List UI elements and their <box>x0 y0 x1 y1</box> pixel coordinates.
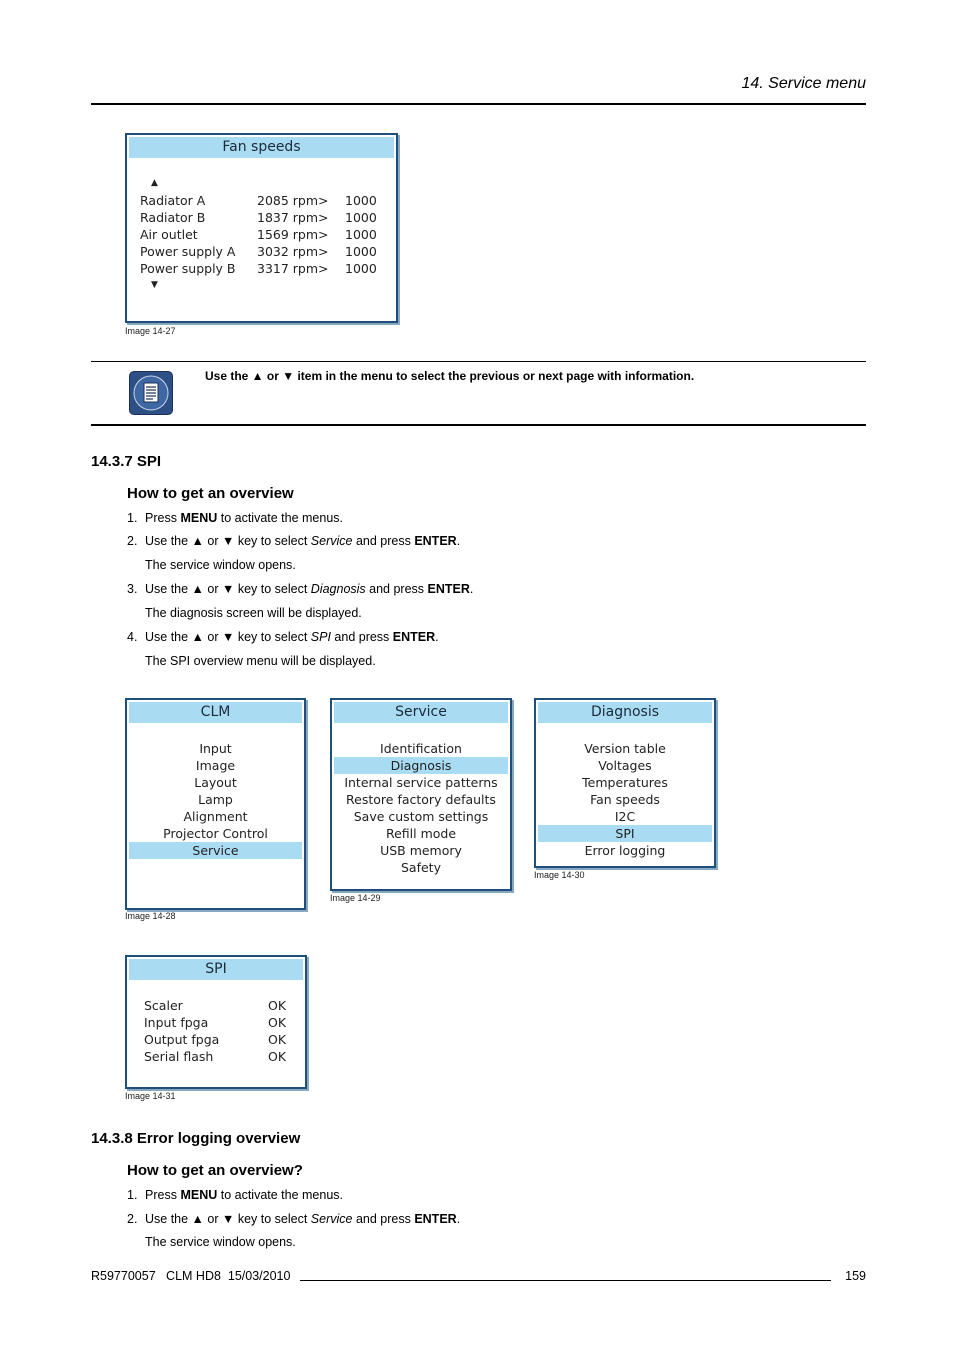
fan-speeds-menu <box>125 133 398 323</box>
step-2: 2. Use the ▲ or ▼ key to select Service and press ENTER. <box>127 534 461 548</box>
page-header-title: 14. Service menu <box>741 75 866 92</box>
menu-item-selected: Service <box>129 842 302 859</box>
menu-item: Save custom settings <box>353 809 489 824</box>
image-caption: Image 14-27 <box>125 326 176 336</box>
menu-item-selected: SPI <box>538 825 712 842</box>
menu-title: Diagnosis <box>538 702 712 723</box>
spi-status: OK <box>268 1049 287 1064</box>
note-top-rule <box>91 361 866 362</box>
spi-name: Serial flash <box>144 1049 214 1064</box>
menu-item: Alignment <box>183 809 248 824</box>
menu-item: USB memory <box>380 843 462 858</box>
menu-item: Restore factory defaults <box>346 792 496 807</box>
menu-item: Temperatures <box>582 775 668 790</box>
menu-item: Input <box>199 741 232 756</box>
menu-item: Voltages <box>598 758 652 773</box>
menu-item-selected: Diagnosis <box>334 757 508 774</box>
menu-item: Refill mode <box>385 826 457 841</box>
menu-title: Service <box>334 702 508 723</box>
fan-name: Radiator A <box>140 193 206 208</box>
fan-rpm: 1837 rpm <box>257 210 319 225</box>
menu-item: Identification <box>380 741 462 756</box>
footer-doc-info: R59770057 CLM HD8 15/03/2010 <box>91 1269 291 1283</box>
fan-rpm: 3317 rpm <box>257 261 319 276</box>
image-caption: Image 14-28 <box>125 911 176 921</box>
fan-rpm: 3032 rpm <box>257 244 319 259</box>
footer-rule <box>300 1280 831 1281</box>
step-2: 2. Use the ▲ or ▼ key to select Service and press ENTER. <box>127 1212 461 1226</box>
spi-status: OK <box>268 998 287 1013</box>
image-caption: Image 14-31 <box>125 1091 176 1101</box>
step-4: 4. Use the ▲ or ▼ key to select SPI and press ENTER. <box>127 630 439 644</box>
spi-status: OK <box>268 1032 287 1047</box>
fan-arrow: > <box>318 210 329 225</box>
menu-item: Layout <box>194 775 237 790</box>
menu-item: Version table <box>584 741 666 756</box>
spi-name: Output fpga <box>144 1032 220 1047</box>
menu-item: Projector Control <box>163 826 268 841</box>
section-heading: 14.3.7 SPI <box>91 453 162 470</box>
menu-item: Safety <box>401 860 441 875</box>
fan-target: 1000 <box>345 193 377 208</box>
fan-arrow: > <box>318 261 329 276</box>
image-caption: Image 14-29 <box>330 893 381 903</box>
fan-arrow: > <box>318 193 329 208</box>
step-1: 1. Press MENU to activate the menus. <box>127 511 344 525</box>
clm-menu <box>125 698 306 910</box>
service-menu <box>330 698 512 891</box>
spi-name: Scaler <box>144 998 183 1013</box>
step-result: The SPI overview menu will be displayed. <box>145 654 376 668</box>
step-3: 3. Use the ▲ or ▼ key to select Diagnosis and press ENTER. <box>127 582 474 596</box>
subsection-heading: How to get an overview <box>127 485 294 502</box>
note-text: Use the ▲ or ▼ item in the menu to select the previous or next page with information. <box>205 369 695 383</box>
step-result: The service window opens. <box>145 1235 296 1249</box>
fan-rpm: 1569 rpm <box>257 227 319 242</box>
fan-name: Power supply B <box>140 261 236 276</box>
scroll-up-icon: ▲ <box>151 178 158 188</box>
fan-target: 1000 <box>345 210 377 225</box>
menu-title: Fan speeds <box>129 137 394 158</box>
menu-item: Lamp <box>198 792 233 807</box>
step-1: 1. Press MENU to activate the menus. <box>127 1188 344 1202</box>
section-heading: 14.3.8 Error logging overview <box>91 1130 301 1147</box>
fan-name: Air outlet <box>140 227 198 242</box>
fan-rpm: 2085 rpm <box>257 193 319 208</box>
menu-item: Fan speeds <box>590 792 660 807</box>
step-result: The service window opens. <box>145 558 296 572</box>
fan-name: Radiator B <box>140 210 206 225</box>
fan-arrow: > <box>318 227 329 242</box>
fan-name: Power supply A <box>140 244 236 259</box>
step-result: The diagnosis screen will be displayed. <box>145 606 362 620</box>
fan-target: 1000 <box>345 244 377 259</box>
menu-item: Error logging <box>584 843 666 858</box>
fan-target: 1000 <box>345 261 377 276</box>
menu-item: I2C <box>614 809 636 824</box>
spi-status: OK <box>268 1015 287 1030</box>
menu-title: CLM <box>129 702 302 723</box>
spi-name: Input fpga <box>144 1015 209 1030</box>
image-caption: Image 14-30 <box>534 870 585 880</box>
header-rule <box>91 103 866 105</box>
note-bottom-rule <box>91 424 866 426</box>
note-icon <box>129 371 173 415</box>
diagnosis-menu <box>534 698 716 868</box>
scroll-down-icon: ▼ <box>151 280 158 290</box>
page-number: 159 <box>845 1269 866 1283</box>
fan-arrow: > <box>318 244 329 259</box>
fan-target: 1000 <box>345 227 377 242</box>
menu-item: Internal service patterns <box>344 775 498 790</box>
spi-menu <box>125 955 307 1089</box>
menu-item: Image <box>195 758 236 773</box>
subsection-heading: How to get an overview? <box>127 1162 303 1179</box>
menu-title: SPI <box>129 959 303 980</box>
